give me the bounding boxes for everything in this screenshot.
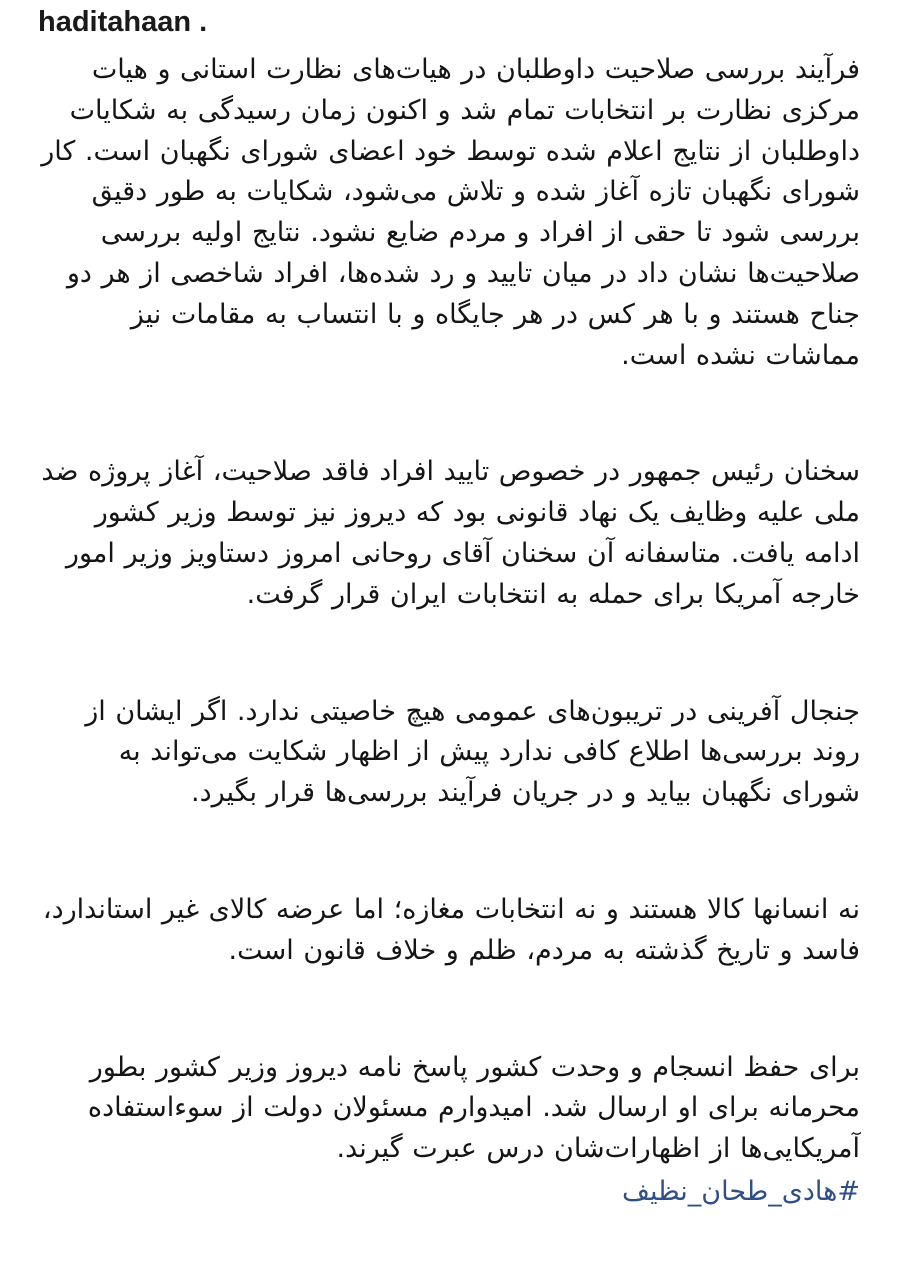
hashtag-link[interactable]: #هادی_طحان_نظیف <box>622 1175 860 1207</box>
post-caption <box>36 50 860 1213</box>
caption-paragraph-2: سخنان رئیس جمهور در خصوص تایید افراد فاقد صلاحیت، آغاز پروژه ضد ملی علیه وظایف یک نهاد قانونی بود که دیروز نیز توسط وزیر کشور ادامه یافت. متاسفانه آن سخنان آقای روحانی امروز دستاویز وزیر امور خارجه آمریکا برای حمله به انتخابات ایران قرار گرفت. <box>41 456 860 610</box>
post-username[interactable]: haditahaan . <box>38 6 208 38</box>
caption-paragraph-5: برای حفظ انسجام و وحدت کشور پاسخ نامه دیروز وزیر کشور بطور محرمانه برای او ارسال شد. امیدوارم مسئولان دولت از سوءاستفاده آمریکایی‌ها از اظهارات‌شان درس عبرت گیرند. <box>87 1051 860 1165</box>
caption-paragraph-4: نه انسانها کالا هستند و نه انتخابات مغازه؛ اما عرضه کالای غیر استاندارد، فاسد و تاریخ گذشته به مردم، ظلم و خلاف قانون است. <box>42 893 860 966</box>
paragraph-gap <box>36 814 860 890</box>
caption-paragraph-1: فرآیند بررسی صلاحیت داوطلبان در هیات‌های نظارت استانی و هیات مرکزی نظارت بر انتخابات تمام شد و اکنون زمان رسیدگی به شکایات داوطلبان از نتایج اعلام شده توسط خود اعضای شورای نگهبان است. کار شورای نگهبان تازه آغاز شده و تلاش می‌شود، شکایات به طور دقیق بررسی شود تا حقی از افراد و مردم ضایع نشود. نتایج اولیه بررسی صلاحیت‌ها نشان داد در میان تایید و رد شده‌ها، افراد شاخصی از هر دو جناح هستند و با هر کس در هر جایگاه و با انتساب به مقامات نیز مماشات نشده است. <box>41 54 860 371</box>
paragraph-gap <box>36 972 860 1048</box>
paragraph-gap <box>36 616 860 692</box>
paragraph-gap <box>36 376 860 452</box>
caption-paragraph-3: جنجال آفرینی در تریبون‌های عمومی هیچ خاصیتی ندارد. اگر ایشان از روند بررسی‌ها اطلاع کافی ندارد پیش از اظهار شکایت می‌تواند به شورای نگهبان بیاید و در جریان فرآیند بررسی‌ها قرار بگیرد. <box>85 695 860 809</box>
